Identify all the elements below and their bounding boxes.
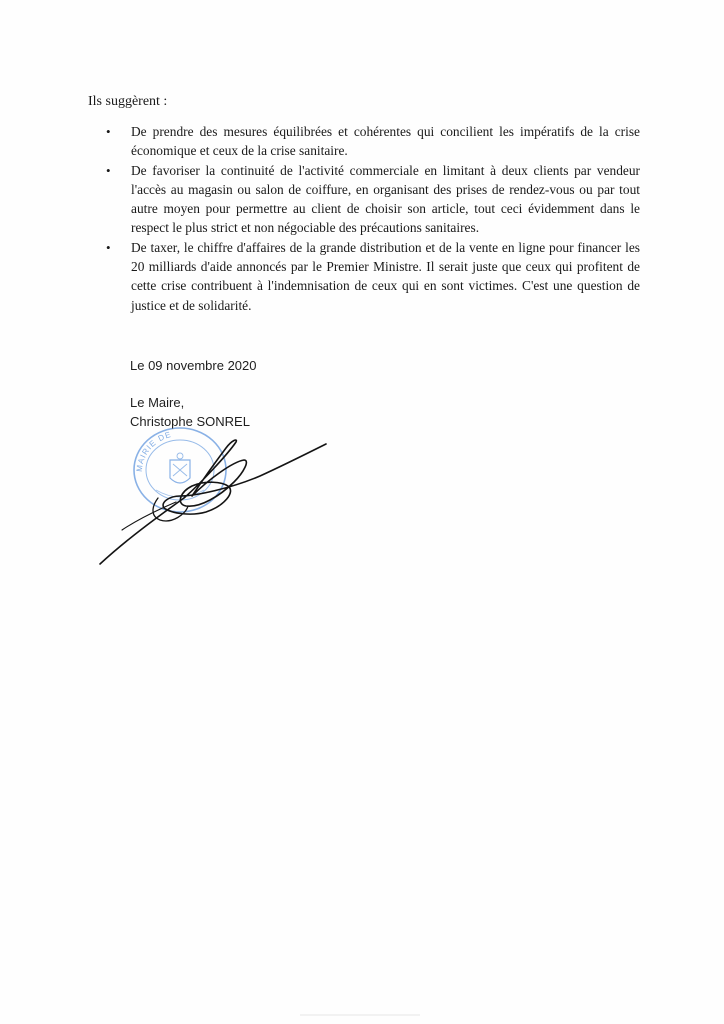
list-item: • De prendre des mesures équilibrées et cohérentes qui concilient les impératifs de la crise économique et ceux de la crise sanitaire. xyxy=(88,122,640,161)
intro-text: Ils suggèrent : xyxy=(88,94,168,109)
list-item: • De taxer, le chiffre d'affaires de la grande distribution et de la vente en ligne pour financer les 20 milliards d'aide annoncés par le Premier Ministre. Il serait juste que ceux qui profitent de cette crise contribuent à l'indemnisation de ceux qui en sont victimes. C'est une question de justice et de solidarité. xyxy=(88,238,640,315)
suggestion-list xyxy=(88,122,640,315)
list-item: • De favoriser la continuité de l'activité commerciale en limitant à deux clients par vendeur l'accès au magasin ou salon de coiffure, en organisant des prises de rendez-vous ou par tout autre moyen pour permettre au client de choisir son article, tout ceci évidemment dans le respect le plus strict et non négociable des précautions sanitaires. xyxy=(88,161,640,238)
stamp-text: MAIRIE DE xyxy=(134,429,173,473)
footer-faint-line xyxy=(300,1014,420,1016)
signatory-title: Le Maire, xyxy=(130,395,185,410)
handwritten-signature xyxy=(96,436,328,568)
signatory-name: Christophe SONREL xyxy=(130,414,250,429)
document-date: Le 09 novembre 2020 xyxy=(130,358,257,373)
